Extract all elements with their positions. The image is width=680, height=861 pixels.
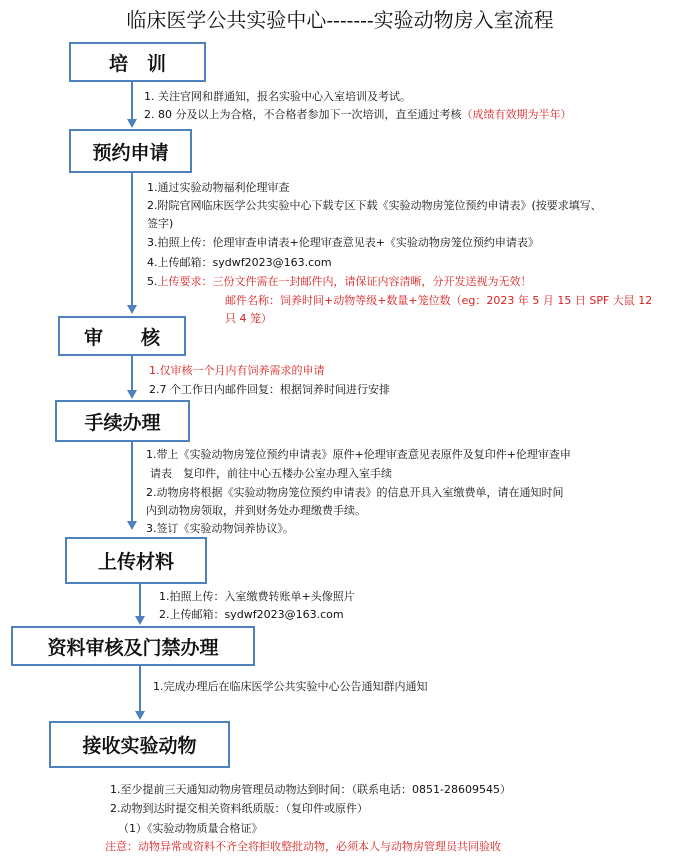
step-box-upload <box>65 537 207 584</box>
step-box-review <box>58 316 186 356</box>
receive-item-2-sub: （1）《实验动物质量合格证》 <box>118 822 263 835</box>
mail-name-line-2: 只 4 笼） <box>225 312 272 325</box>
training-item-1: 1. 关注官网和群通知，报名实验中心入室培训及考试。 <box>144 90 411 103</box>
step-box-access <box>11 626 255 666</box>
upload-requirement-label: 上传要求： <box>157 275 213 288</box>
connector-line <box>131 442 133 522</box>
step-label-training: 培 训 <box>108 52 166 75</box>
connector-line <box>131 173 133 305</box>
mail-name-label: 邮件名称： <box>225 294 280 307</box>
connector-arrow <box>127 521 137 530</box>
step-label-review: 审 核 <box>83 326 160 349</box>
procedures-item-1: 1.带上《实验动物房笼位预约申请表》原件+伦理审查意见表原件及复印件+伦理审查申 <box>146 448 571 461</box>
connector-line <box>131 356 133 391</box>
step-box-receive <box>49 721 230 768</box>
step-box-training <box>69 42 206 82</box>
procedures-item-2: 2.动物房将根据《实验动物房笼位预约申请表》的信息开具入室缴费单，请在通知时间 <box>146 486 564 499</box>
training-validity-note: （成绩有效期为半年） <box>461 108 572 121</box>
receive-warning-note: 注意：动物异常或资料不齐全将拒收整批动物，必须本人与动物房管理员共同验收 <box>105 840 501 853</box>
connector-arrow <box>127 119 137 128</box>
procedures-item-3: 3.签订《实验动物饲养协议》。 <box>146 522 294 535</box>
review-item-2: 2.7 个工作日内邮件回复：根据饲养时间进行安排 <box>149 383 390 396</box>
connector-line <box>139 584 141 617</box>
booking-item-4: 4.上传邮箱：sydwf2023@163.com <box>147 256 332 269</box>
step-label-booking: 预约申请 <box>92 141 169 164</box>
upload-item-1: 1.拍照上传：入室缴费转账单+头像照片 <box>159 590 355 603</box>
access-item-1: 1.完成办理后在临床医学公共实验中心公告通知群内通知 <box>153 680 428 693</box>
booking-item-1: 1.通过实验动物福利伦理审查 <box>147 181 290 194</box>
connector-line <box>139 666 141 712</box>
connector-line <box>131 82 133 120</box>
upload-requirement-text: 三份文件需在一封邮件内，请保证内容清晰，分开发送视为无效！ <box>212 275 532 288</box>
training-item-2-main: 2. 80 分及以上为合格，不合格者参加下一次培训，直至通过考核 <box>144 108 462 121</box>
booking-item-2-cont: 签字) <box>147 217 174 230</box>
procedures-item-1-cont: 请表 复印件，前往中心五楼办公室办理入室手续 <box>150 467 392 480</box>
page-title: 临床医学公共实验中心-------实验动物房入室流程 <box>126 8 554 32</box>
booking-item-5 <box>147 273 532 290</box>
connector-arrow <box>135 711 145 720</box>
booking-item-3: 3.拍照上传：伦理审查申请表+伦理审查意见表+《实验动物房笼位预约申请表》 <box>147 236 539 249</box>
training-item-2 <box>144 106 571 123</box>
step-label-procedures: 手续办理 <box>84 411 161 434</box>
booking-item-5-prefix: 5. <box>147 275 158 288</box>
step-box-procedures <box>55 400 190 442</box>
step-label-receive: 接收实验动物 <box>82 735 197 757</box>
step-box-booking <box>69 129 192 173</box>
connector-arrow <box>127 305 137 314</box>
procedures-item-2-cont: 内到动物房领取，并到财务处办理缴费手续。 <box>146 504 366 517</box>
connector-arrow <box>135 616 145 625</box>
booking-item-2: 2.附院官网临床医学公共实验中心下载专区下载《实验动物房笼位预约申请表》(按要求填写、 <box>147 199 602 212</box>
receive-item-1: 1.至少提前三天通知动物房管理员动物达到时间：（联系电话：0851-28609545） <box>110 783 511 796</box>
step-label-upload: 上传材料 <box>97 551 174 573</box>
connector-arrow <box>127 390 137 399</box>
upload-item-2: 2.上传邮箱：sydwf2023@163.com <box>159 608 344 621</box>
review-item-1: 1.仅审核一个月内有饲养需求的申请 <box>149 364 325 377</box>
receive-item-2: 2.动物到达时提交相关资料纸质版：（复印件或原件） <box>110 802 368 815</box>
mail-name-text: 饲养时间+动物等级+数量+笼位数（eg：2023 年 5 月 15 日 SPF 大鼠 12 <box>280 294 653 307</box>
mail-name-line <box>225 292 652 309</box>
step-label-access: 资料审核及门禁办理 <box>47 636 219 659</box>
